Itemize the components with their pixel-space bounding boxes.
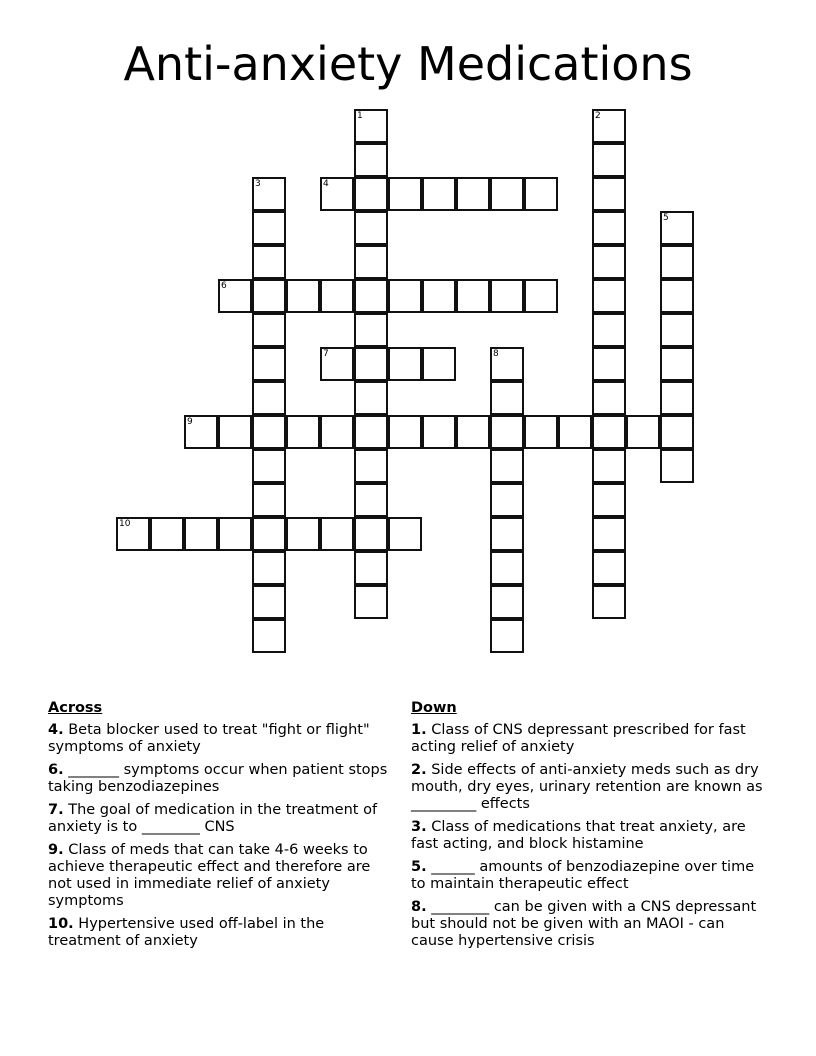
- clue-text: _______ symptoms occur when patient stops taking benzodiazepines: [48, 762, 388, 795]
- grid-cell[interactable]: [490, 381, 524, 415]
- grid-cell[interactable]: [660, 313, 694, 347]
- grid-cell[interactable]: [252, 313, 286, 347]
- clue-down-1: [411, 722, 771, 756]
- grid-cell[interactable]: [252, 347, 286, 381]
- grid-cell[interactable]: [354, 381, 388, 415]
- clue-text: Class of medications that treat anxiety, are fast acting, and block histamine: [411, 819, 746, 852]
- grid-cell[interactable]: [354, 245, 388, 279]
- cell-number: 5: [663, 213, 669, 223]
- grid-cell[interactable]: [558, 415, 592, 449]
- grid-cell[interactable]: [252, 177, 286, 211]
- grid-cell[interactable]: [354, 109, 388, 143]
- grid-cell[interactable]: [592, 415, 626, 449]
- cell-number: 4: [323, 179, 329, 189]
- cell-number: 3: [255, 179, 261, 189]
- grid-cell[interactable]: [592, 143, 626, 177]
- grid-cell[interactable]: [252, 245, 286, 279]
- cell-number: 8: [493, 349, 499, 359]
- grid-cell[interactable]: [592, 211, 626, 245]
- clue-across-6: [48, 762, 398, 796]
- cell-number: 7: [323, 349, 329, 359]
- clue-number: 9.: [48, 842, 64, 858]
- grid-cell[interactable]: [252, 449, 286, 483]
- clue-down-3: [411, 819, 771, 853]
- grid-cell[interactable]: [354, 517, 388, 551]
- grid-cell[interactable]: [150, 517, 184, 551]
- grid-cell[interactable]: [320, 279, 354, 313]
- grid-cell[interactable]: [422, 347, 456, 381]
- grid-cell[interactable]: [660, 279, 694, 313]
- grid-cell[interactable]: [354, 177, 388, 211]
- clue-across-7: [48, 802, 398, 836]
- grid-cell[interactable]: [592, 245, 626, 279]
- grid-cell[interactable]: [592, 109, 626, 143]
- grid-cell[interactable]: [660, 347, 694, 381]
- grid-cell[interactable]: [354, 551, 388, 585]
- clue-text: Class of CNS depressant prescribed for fast acting relief of anxiety: [411, 722, 746, 755]
- grid-cell[interactable]: [184, 415, 218, 449]
- grid-cell[interactable]: [252, 585, 286, 619]
- grid-cell[interactable]: [660, 415, 694, 449]
- grid-cell[interactable]: [524, 279, 558, 313]
- clue-text: Class of meds that can take 4-6 weeks to achieve therapeutic effect and therefore are not used in immediate relief of anxiety symptoms: [48, 842, 371, 909]
- grid-cell[interactable]: [524, 177, 558, 211]
- clue-across-10: [48, 916, 398, 950]
- clue-text: ______ amounts of benzodiazepine over time to maintain therapeutic effect: [411, 859, 755, 892]
- page-title: Anti-anxiety Medications: [123, 37, 693, 91]
- grid-cell[interactable]: [490, 449, 524, 483]
- grid-cell[interactable]: [592, 551, 626, 585]
- grid-cell[interactable]: [252, 279, 286, 313]
- grid-cell[interactable]: [354, 415, 388, 449]
- clue-number: 7.: [48, 802, 64, 818]
- grid-cell[interactable]: [592, 517, 626, 551]
- clue-across-9: [48, 842, 398, 910]
- grid-cell[interactable]: [388, 279, 422, 313]
- grid-cell[interactable]: [252, 619, 286, 653]
- grid-cell[interactable]: [626, 415, 660, 449]
- grid-cell[interactable]: [592, 347, 626, 381]
- clue-number: 8.: [411, 899, 427, 915]
- grid-cell[interactable]: [660, 245, 694, 279]
- grid-cell[interactable]: [592, 313, 626, 347]
- grid-cell[interactable]: [490, 551, 524, 585]
- down-heading: Down: [411, 700, 457, 716]
- grid-cell[interactable]: [354, 483, 388, 517]
- grid-cell[interactable]: [490, 347, 524, 381]
- grid-cell[interactable]: [286, 279, 320, 313]
- grid-cell[interactable]: [490, 279, 524, 313]
- grid-cell[interactable]: [456, 415, 490, 449]
- clue-across-4: [48, 722, 398, 756]
- grid-cell[interactable]: [592, 483, 626, 517]
- clue-number: 3.: [411, 819, 427, 835]
- clue-number: 2.: [411, 762, 427, 778]
- grid-cell[interactable]: [354, 211, 388, 245]
- across-clues: [48, 700, 398, 956]
- grid-cell[interactable]: [592, 279, 626, 313]
- grid-cell[interactable]: [320, 517, 354, 551]
- grid-cell[interactable]: [286, 517, 320, 551]
- across-heading: Across: [48, 700, 103, 716]
- grid-cell[interactable]: [422, 177, 456, 211]
- clue-text: Side effects of anti-anxiety meds such as dry mouth, dry eyes, urinary retention are known as _________ effects: [411, 762, 763, 812]
- grid-cell[interactable]: [592, 449, 626, 483]
- grid-cell[interactable]: [456, 279, 490, 313]
- clue-number: 10.: [48, 916, 74, 932]
- grid-cell[interactable]: [116, 517, 150, 551]
- grid-cell[interactable]: [184, 517, 218, 551]
- cell-number: 6: [221, 281, 227, 291]
- grid-cell[interactable]: [388, 415, 422, 449]
- grid-cell[interactable]: [286, 415, 320, 449]
- grid-cell[interactable]: [388, 347, 422, 381]
- clue-down-2: [411, 762, 771, 813]
- grid-cell[interactable]: [388, 177, 422, 211]
- grid-cell[interactable]: [252, 551, 286, 585]
- grid-cell[interactable]: [252, 483, 286, 517]
- grid-cell[interactable]: [490, 483, 524, 517]
- clue-number: 6.: [48, 762, 64, 778]
- clue-down-8: [411, 899, 771, 950]
- grid-cell[interactable]: [320, 347, 354, 381]
- grid-cell[interactable]: [354, 143, 388, 177]
- crossword-grid: [117, 110, 717, 670]
- clue-number: 1.: [411, 722, 427, 738]
- grid-cell[interactable]: [354, 585, 388, 619]
- down-clues: [411, 700, 771, 956]
- grid-cell[interactable]: [592, 381, 626, 415]
- clue-number: 4.: [48, 722, 64, 738]
- clue-number: 5.: [411, 859, 427, 875]
- grid-cell[interactable]: [354, 313, 388, 347]
- grid-cell[interactable]: [354, 449, 388, 483]
- cell-number: 1: [357, 111, 363, 121]
- grid-cell[interactable]: [490, 415, 524, 449]
- grid-cell[interactable]: [354, 279, 388, 313]
- grid-cell[interactable]: [218, 415, 252, 449]
- grid-cell[interactable]: [592, 177, 626, 211]
- grid-cell[interactable]: [218, 517, 252, 551]
- grid-cell[interactable]: [252, 211, 286, 245]
- cell-number: 9: [187, 417, 193, 427]
- grid-cell[interactable]: [422, 279, 456, 313]
- grid-cell[interactable]: [660, 449, 694, 483]
- grid-cell[interactable]: [490, 517, 524, 551]
- grid-cell[interactable]: [490, 585, 524, 619]
- grid-cell[interactable]: [252, 415, 286, 449]
- grid-cell[interactable]: [524, 415, 558, 449]
- cell-number: 10: [119, 519, 131, 529]
- grid-cell[interactable]: [490, 177, 524, 211]
- grid-cell[interactable]: [320, 177, 354, 211]
- grid-cell[interactable]: [388, 517, 422, 551]
- grid-cell[interactable]: [252, 517, 286, 551]
- clue-text: Hypertensive used off-label in the treatment of anxiety: [48, 916, 325, 949]
- grid-cell[interactable]: [490, 619, 524, 653]
- grid-cell[interactable]: [320, 415, 354, 449]
- grid-cell[interactable]: [660, 381, 694, 415]
- grid-cell[interactable]: [422, 415, 456, 449]
- grid-cell[interactable]: [660, 211, 694, 245]
- grid-cell[interactable]: [592, 585, 626, 619]
- clue-text: Beta blocker used to treat "fight or flight" symptoms of anxiety: [48, 722, 370, 755]
- grid-cell[interactable]: [218, 279, 252, 313]
- cell-number: 2: [595, 111, 601, 121]
- grid-cell[interactable]: [354, 347, 388, 381]
- clue-down-5: [411, 859, 771, 893]
- grid-cell[interactable]: [252, 381, 286, 415]
- clue-text: ________ can be given with a CNS depressant but should not be given with an MAOI - can cause hypertensive crisis: [411, 899, 757, 949]
- grid-cell[interactable]: [456, 177, 490, 211]
- clue-text: The goal of medication in the treatment of anxiety is to ________ CNS: [48, 802, 378, 835]
